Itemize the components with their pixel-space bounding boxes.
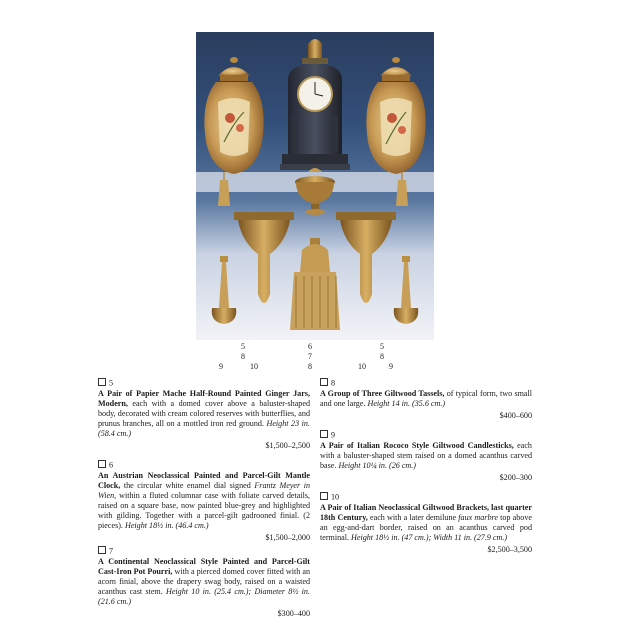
checkbox-icon <box>98 546 106 554</box>
lot-entry <box>98 460 310 543</box>
candlestick-right <box>394 256 419 324</box>
key-label: 5 <box>241 342 245 351</box>
lot-entry <box>98 546 310 619</box>
lot-entry <box>98 378 310 451</box>
lot-description: A Pair of Italian Rococo Style Giltwood Candlesticks, each with a baluster-shaped stem raised on a domed acanthus carved base. Height 10¼ in. (26 cm.) <box>320 440 532 470</box>
lot-entry <box>320 492 532 555</box>
lot-title: A Pair of Papier Mache Half-Round Painted Ginger Jars, Modern, <box>98 388 310 408</box>
lot-title: An Austrian Neoclassical Painted and Parcel-Gilt Mantle Clock, <box>98 470 310 490</box>
lot-title: A Group of Three Giltwood Tassels, <box>320 388 445 398</box>
key-label: 8 <box>241 352 245 361</box>
lot-dimensions: Height 14 in. (35.6 cm.) <box>367 398 446 408</box>
lot-entry <box>320 430 532 483</box>
lot-title: A Continental Neoclassical Style Painted and Parcel-Gilt Cast-Iron Pot Pourri, <box>98 556 310 576</box>
lot-dimensions: Height 10¼ in. (26 cm.) <box>338 460 416 470</box>
key-label: 8 <box>308 362 312 371</box>
lot-title: A Pair of Italian Neoclassical Giltwood Brackets, last quarter 18th Century, <box>320 502 532 522</box>
key-label: 9 <box>389 362 393 371</box>
key-label: 10 <box>358 362 366 371</box>
bracket-right <box>336 212 396 303</box>
checkbox-icon <box>320 378 328 386</box>
key-label: 5 <box>380 342 384 351</box>
ginger-jar-left <box>204 57 263 174</box>
mantle-clock <box>280 39 350 170</box>
lot-entry <box>320 378 532 421</box>
checkbox-icon <box>98 378 106 386</box>
lot-number: 5 <box>98 378 310 389</box>
photo-illustration <box>196 32 434 340</box>
lot-estimate: $1,500–2,500 <box>265 440 310 450</box>
lot-number: 7 <box>98 546 310 557</box>
lot-description: A Pair of Italian Neoclassical Giltwood Brackets, last quarter 18th Century, each with a later demilune faux marbre top above an egg-and-dart border, raised on an acanthus carved pod terminal. Height 18½ in. (47 cm.); Width 11 in. (27.9 cm.) <box>320 502 532 542</box>
lot-dimensions: Height 23 in. (58.4 cm.) <box>98 418 310 438</box>
lot-photograph <box>196 32 434 340</box>
lot-number: 8 <box>320 378 532 389</box>
checkbox-icon <box>320 492 328 500</box>
lot-description: A Pair of Papier Mache Half-Round Painted Ginger Jars, Modern, each with a domed cover above a baluster-shaped body, decorated with cream colored reserves with butterflies, and prunus branches, all on a mottled iron red ground. Height 23 in. (58.4 cm.) <box>98 388 310 438</box>
checkbox-icon <box>98 460 106 468</box>
lot-number: 10 <box>320 492 532 503</box>
lot-description: A Group of Three Giltwood Tassels, of typical form, two small and one large. Height 14 in. (35.6 cm.) <box>320 388 532 408</box>
tassel-large <box>290 238 340 330</box>
key-label: 7 <box>308 352 312 361</box>
lot-dimensions: Height 18½ in. (47 cm.); Width 11 in. (27.9 cm.) <box>351 532 508 542</box>
lot-faux-marbre: faux marbre <box>458 512 498 522</box>
key-label: 9 <box>219 362 223 371</box>
lot-estimate: $300–400 <box>277 608 310 618</box>
lot-estimate: $2,500–3,500 <box>487 544 532 554</box>
candlestick-left <box>212 256 237 324</box>
lot-estimate: $200–300 <box>499 472 532 482</box>
lot-number: 9 <box>320 430 532 441</box>
checkbox-icon <box>320 430 328 438</box>
lot-title: A Pair of Italian Rococo Style Giltwood Candlesticks, <box>320 440 514 450</box>
lot-description: A Continental Neoclassical Style Painted and Parcel-Gilt Cast-Iron Pot Pourri, with a pierced domed cover fitted with an acorn finial, above the drapery swag body, raised on a waisted acanthus cast stem. Height 10 in. (25.4 cm.); Diameter 8½ in. (21.6 cm.) <box>98 556 310 606</box>
lot-dimensions: Height 18½ in. (46.4 cm.) <box>124 520 209 530</box>
key-label: 10 <box>250 362 258 371</box>
lot-number: 6 <box>98 460 310 471</box>
key-label: 8 <box>380 352 384 361</box>
lot-estimate: $1,500–2,000 <box>265 532 310 542</box>
lot-description: An Austrian Neoclassical Painted and Parcel-Gilt Mantle Clock, the circular white enamel dial signed Frantz Meyer in Wien, within a fluted columnar case with foliate carved details, raised on a square base, now painted blue-grey and highlighted with gilding. Together with a parcel-gilt gadrooned finial. (2 pieces). Height 18½ in. (46.4 cm.) <box>98 470 310 530</box>
key-label: 6 <box>308 342 312 351</box>
bracket-left <box>234 212 294 303</box>
lot-estimate: $400–600 <box>499 410 532 420</box>
ginger-jar-right <box>366 57 425 174</box>
lot-signature: Frantz Meyer in Wien, <box>98 480 310 500</box>
lot-dimensions: Height 10 in. (25.4 cm.); Diameter 8½ in. (21.6 cm.) <box>98 586 310 606</box>
